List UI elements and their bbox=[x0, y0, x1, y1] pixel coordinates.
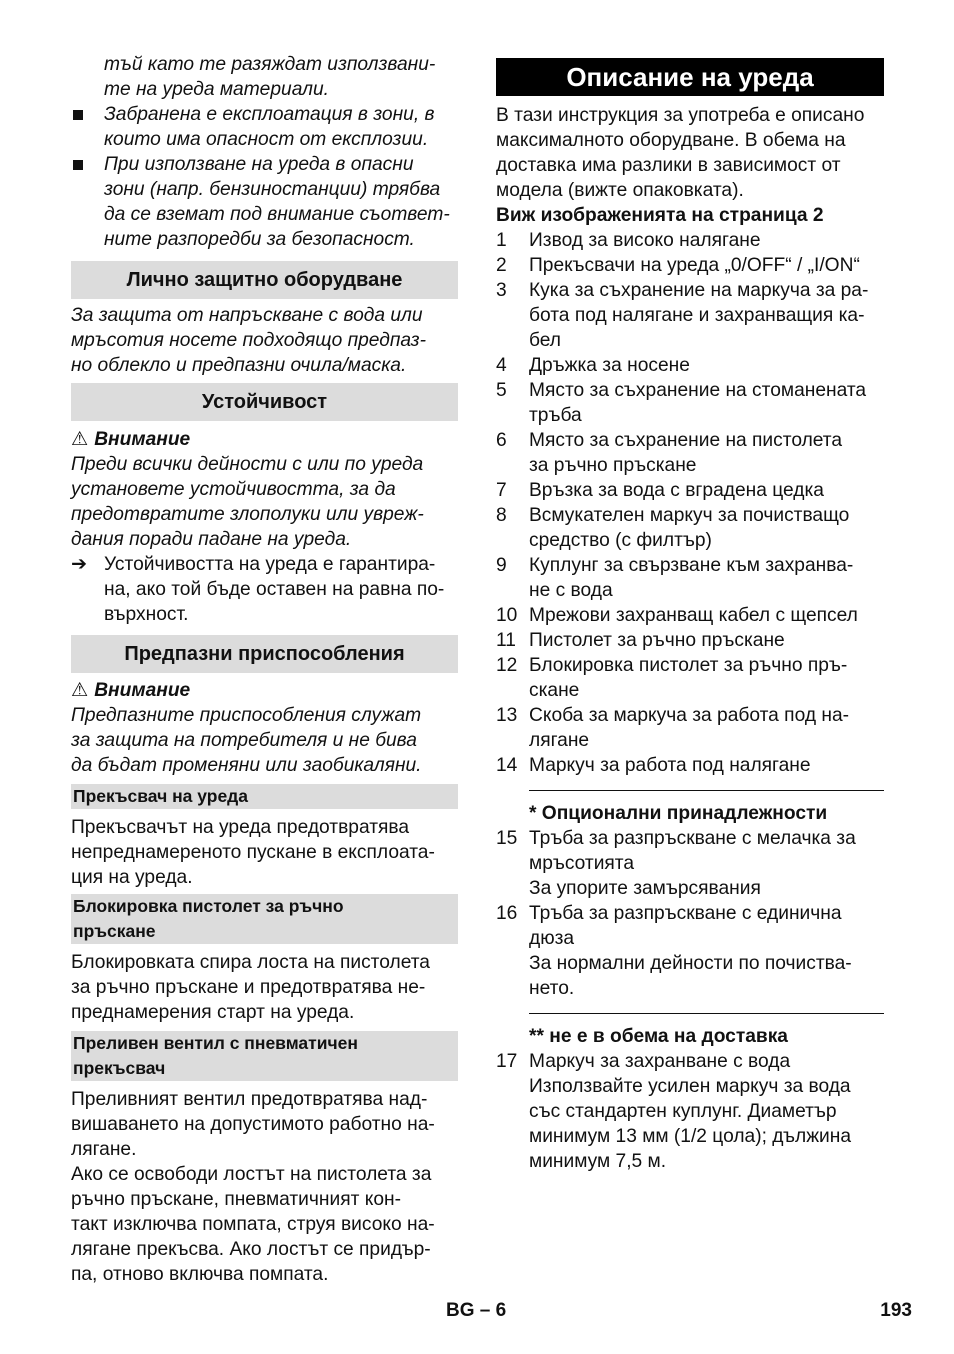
item-text: Маркуч за работа под налягане bbox=[529, 755, 811, 776]
description-intro: В тази инструкция за употреба е описано максималното оборудване. В обема на доставка има разлики в зависимост от модела (вижте опаковката). bbox=[496, 105, 865, 201]
item-text: Куплунг за свързване към захранва- bbox=[529, 555, 854, 576]
item-number: 15 bbox=[496, 828, 518, 849]
item-text: Извод за високо налягане bbox=[529, 230, 761, 251]
divider bbox=[529, 1013, 884, 1014]
item-text: минимум 13 мм (1/2 цола); дължина bbox=[529, 1126, 852, 1147]
ppe-text: За защита от напръскване с вода или мръсотия носете подходящо предпаз- но облекло и предпазни очила/маска. bbox=[71, 305, 426, 376]
divider bbox=[529, 790, 884, 791]
overflow-valve-text: Преливният вентил предотвратява над- вишаването на допустимото работно на- лягане. Ако се освободи лостът на пистолета за ръчно пръскане, пневматичният кон- такт изключва помпата, струя високо на- лягане прекъсва. Ако лостът се придър- па, отново включва помпата. bbox=[71, 1089, 435, 1285]
list-item bbox=[496, 553, 884, 603]
item-text: дюза bbox=[529, 928, 575, 949]
item-text: Използвайте усилен маркуч за вода bbox=[529, 1076, 851, 1097]
stability-warning-text: Преди всички дейности с или по уреда установете устойчивостта, за да предотвратите злополуки или увреж- дания поради падане на уреда. bbox=[71, 454, 424, 550]
item-number: 10 bbox=[496, 605, 518, 626]
see-images-note: Виж изображенията на страница 2 bbox=[496, 205, 824, 226]
page-number: 193 bbox=[880, 1300, 912, 1321]
list-item bbox=[496, 353, 884, 378]
item-text: нето. bbox=[529, 978, 575, 999]
item-number: 3 bbox=[496, 280, 507, 301]
item-text: бота под налягане и захранващия ка- bbox=[529, 305, 865, 326]
item-text: За упорите замърсявания bbox=[529, 878, 761, 899]
list-item bbox=[496, 228, 884, 253]
item-text: Прекъсвачи на уреда „0/OFF“ / „I/ON“ bbox=[529, 255, 860, 276]
heading-overflow-valve: Преливен вентил с пневматичен прекъсвач bbox=[71, 1031, 458, 1081]
heading-main-switch: Прекъсвач на уреда bbox=[71, 784, 458, 809]
item-text: не с вода bbox=[529, 580, 613, 601]
section-title: Описание на уреда bbox=[496, 58, 884, 96]
item-text: средство (с филтър) bbox=[529, 530, 712, 551]
item-number: 13 bbox=[496, 705, 518, 726]
item-text: Мрежови захранващ кабел с щепсел bbox=[529, 605, 858, 626]
item-number: 14 bbox=[496, 755, 518, 776]
heading-stability: Устойчивост bbox=[71, 383, 458, 421]
bullet-square-icon bbox=[73, 160, 83, 170]
item-text: Място за съхранение на пистолета bbox=[529, 430, 843, 451]
arrow-right-icon: ➔ bbox=[71, 554, 88, 575]
list-item bbox=[496, 278, 884, 353]
item-number: 9 bbox=[496, 555, 507, 576]
item-text: бел bbox=[529, 330, 562, 351]
optional-accessories-heading: * Опционални принадлежности bbox=[529, 803, 828, 824]
list-item bbox=[496, 478, 884, 503]
list-item bbox=[496, 503, 884, 553]
right-column bbox=[496, 52, 884, 1174]
list-item bbox=[496, 901, 884, 1001]
bullet-hazardous-areas: При използване на уреда в опасни зони (напр. бензиностанции) трябва да се вземат под внимание съответ- ните разпоредби за безопасност. bbox=[71, 152, 458, 252]
item-number: 12 bbox=[496, 655, 518, 676]
item-text: Пистолет за ръчно пръскане bbox=[529, 630, 785, 651]
page-footer bbox=[0, 1298, 954, 1323]
item-text: Маркуч за захранване с вода bbox=[529, 1051, 791, 1072]
warning-safety: ⚠ Внимание bbox=[71, 680, 191, 701]
item-number: 1 bbox=[496, 230, 507, 251]
item-text: Дръжка за носене bbox=[529, 355, 690, 376]
intro-continuation: тъй като те разяждат използвани- те на уреда материали. bbox=[104, 54, 436, 100]
item-text: Тръба за разпръскване с мелачка за bbox=[529, 828, 856, 849]
item-text: Тръба за разпръскване с единична bbox=[529, 903, 842, 924]
list-item bbox=[496, 378, 884, 428]
item-number: 6 bbox=[496, 430, 507, 451]
heading-safety-devices: Предпазни приспособления bbox=[71, 635, 458, 673]
item-text: Скоба за маркуча за работа под на- bbox=[529, 705, 850, 726]
item-text: минимум 7,5 м. bbox=[529, 1151, 667, 1172]
warning-triangle-icon: ⚠ bbox=[71, 429, 89, 450]
list-item bbox=[496, 653, 884, 703]
list-item bbox=[496, 753, 884, 778]
not-included-heading: ** не е в обема на доставка bbox=[529, 1026, 788, 1047]
heading-gun-lock: Блокировка пистолет за ръчно пръскане bbox=[71, 894, 458, 944]
warning-triangle-icon: ⚠ bbox=[71, 680, 89, 701]
list-item bbox=[496, 603, 884, 628]
item-text: лягане bbox=[529, 730, 590, 751]
list-item bbox=[496, 253, 884, 278]
list-item bbox=[496, 628, 884, 653]
list-item bbox=[496, 826, 884, 901]
not-included-list bbox=[496, 1049, 884, 1174]
item-number: 2 bbox=[496, 255, 507, 276]
item-text: мръсотията bbox=[529, 853, 635, 874]
component-list bbox=[496, 228, 884, 778]
list-item bbox=[496, 1049, 884, 1174]
optional-accessories-list bbox=[496, 826, 884, 1001]
footer-label: BG – 6 bbox=[446, 1300, 507, 1321]
item-number: 4 bbox=[496, 355, 507, 376]
stability-instruction: ➔ Устойчивостта на уреда е гарантира- на, ако той бъде оставен на равна по- върхност. bbox=[71, 554, 445, 625]
item-text: тръба bbox=[529, 405, 582, 426]
list-item bbox=[496, 428, 884, 478]
bullet-square-icon bbox=[73, 110, 83, 120]
item-text: Всмукателен маркуч за почистващо bbox=[529, 505, 850, 526]
item-text: Място за съхранение на стоманената bbox=[529, 380, 867, 401]
item-number: 17 bbox=[496, 1051, 518, 1072]
bullet-explosion-zones: Забранена е експлоатация в зони, в които има опасност от експлозии. bbox=[71, 102, 458, 152]
item-text: За нормални дейности по почиства- bbox=[529, 953, 852, 974]
gun-lock-text: Блокировката спира лоста на пистолета за ръчно пръскане и предотвратява не- преднамерения старт на уреда. bbox=[71, 952, 430, 1023]
list-item bbox=[496, 703, 884, 753]
item-text: скане bbox=[529, 680, 580, 701]
safety-warning-text: Предпазните приспособления служат за защита на потребителя и не бива да бъдат променяни или заобикаляни. bbox=[71, 705, 422, 776]
warning-stability: ⚠ Внимание bbox=[71, 429, 191, 450]
item-text: за ръчно пръскане bbox=[529, 455, 697, 476]
left-column bbox=[71, 52, 458, 1287]
item-text: Връзка за вода с вградена цедка bbox=[529, 480, 824, 501]
heading-ppe: Лично защитно оборудване bbox=[71, 261, 458, 299]
main-switch-text: Прекъсвачът на уреда предотвратява непреднамереното пускане в експлоата- ция на уреда. bbox=[71, 817, 435, 888]
item-number: 5 bbox=[496, 380, 507, 401]
item-number: 8 bbox=[496, 505, 507, 526]
item-text: Блокировка пистолет за ръчно пръ- bbox=[529, 655, 848, 676]
item-text: със стандартен куплунг. Диаметър bbox=[529, 1101, 837, 1122]
item-text: Кука за съхранение на маркуча за ра- bbox=[529, 280, 869, 301]
item-number: 11 bbox=[496, 630, 516, 651]
item-number: 16 bbox=[496, 903, 518, 924]
item-number: 7 bbox=[496, 480, 507, 501]
